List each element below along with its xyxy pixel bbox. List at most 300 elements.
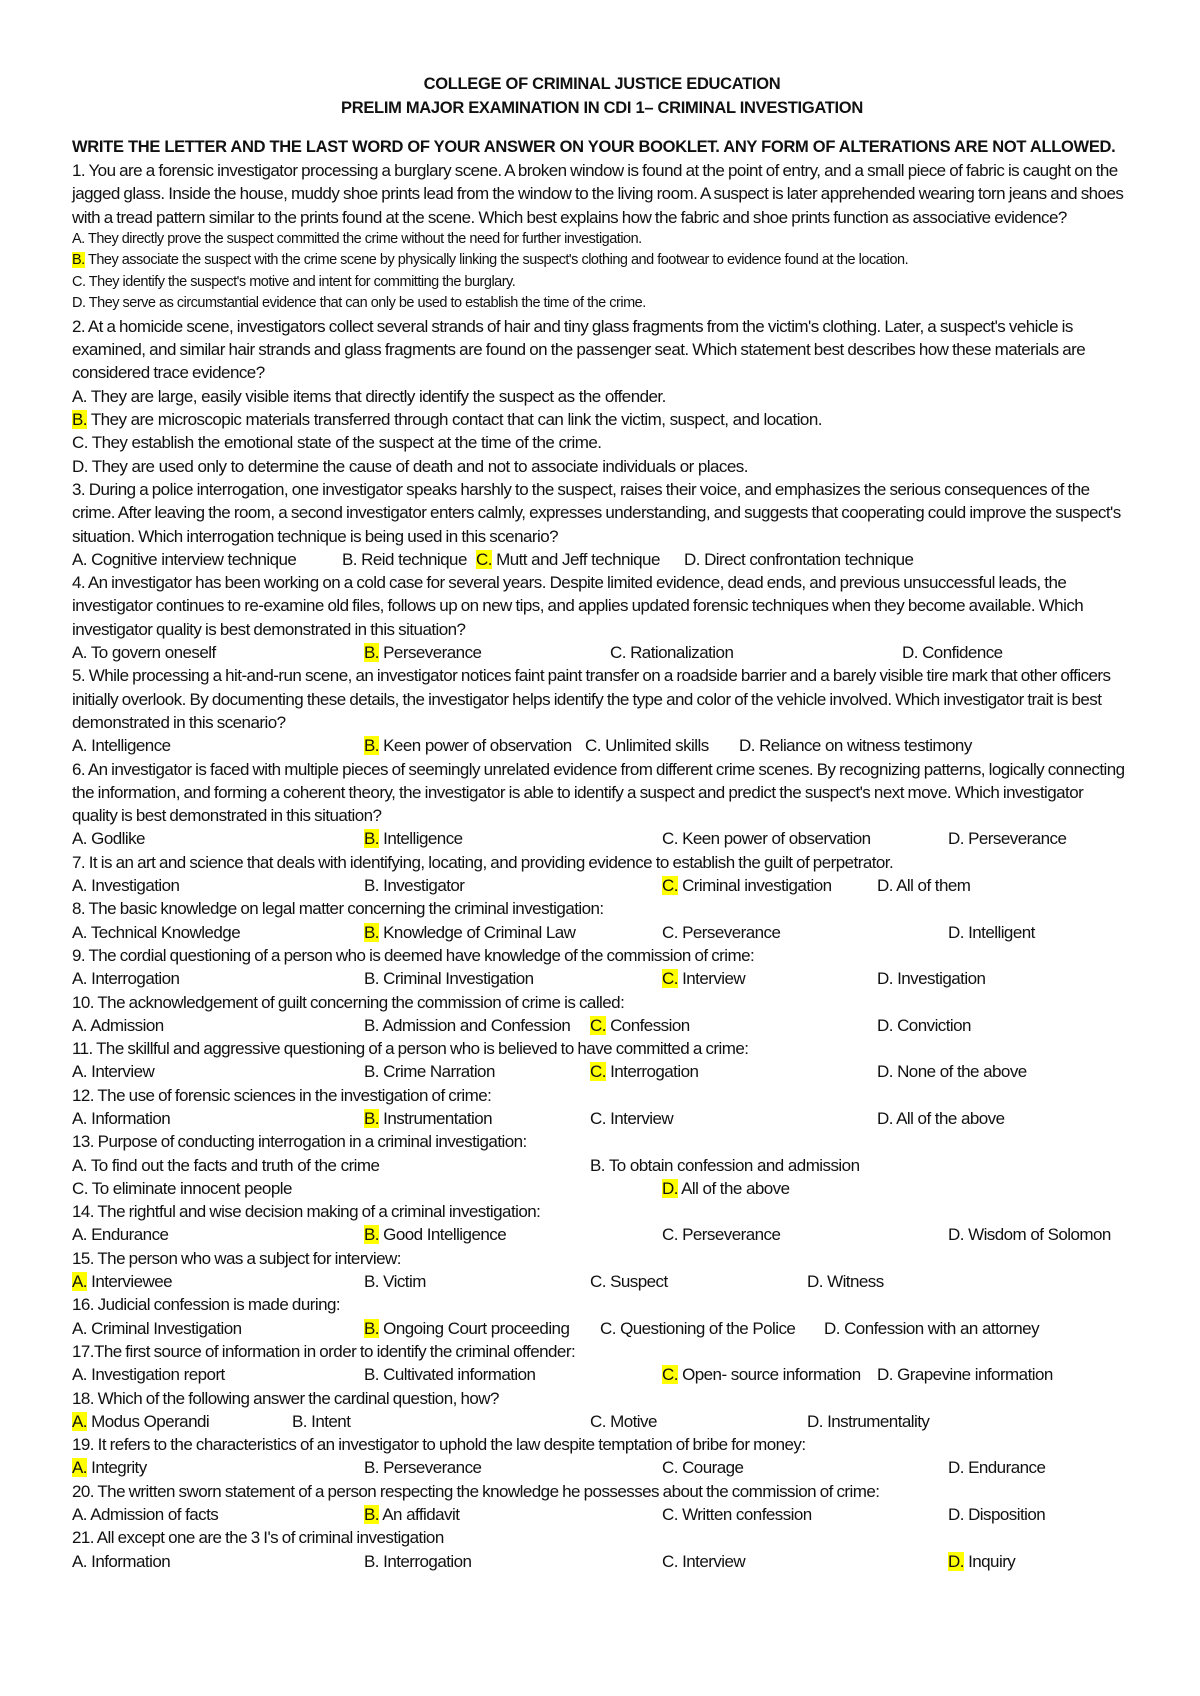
- option-d: [948, 827, 1066, 850]
- question-6: [72, 758, 1132, 851]
- option-line: [72, 250, 1132, 272]
- option-a: [72, 1550, 170, 1573]
- option-line: [72, 455, 1132, 478]
- option-a: [72, 1410, 209, 1433]
- option-d: [807, 1410, 929, 1433]
- question-text: 11. The skillful and aggressive questioning of a person who is believed to have committed a crime:: [72, 1039, 749, 1059]
- option-text: Criminal Investigation: [86, 1318, 242, 1338]
- option-a: [72, 1060, 154, 1083]
- option-b: [364, 1550, 471, 1573]
- question-20: [72, 1480, 1132, 1527]
- option-d: [877, 874, 970, 897]
- option-text: Confidence: [917, 643, 1003, 663]
- option-letter: C.: [662, 922, 678, 942]
- option-letter: B.: [364, 829, 379, 849]
- option-a: [72, 1503, 218, 1526]
- option-letter: A.: [72, 1225, 87, 1245]
- option-letter: C.: [662, 1551, 678, 1571]
- option-letter: D.: [662, 1178, 678, 1198]
- option-text: Written confession: [677, 1505, 812, 1525]
- option-a: [72, 387, 666, 406]
- option-text: Keen power of observation: [378, 736, 572, 756]
- option-letter: B.: [364, 1015, 379, 1035]
- option-letter: C.: [72, 1178, 88, 1198]
- option-letter: B.: [364, 1318, 379, 1338]
- option-text: Perseverance: [963, 829, 1067, 849]
- option-letter: D.: [877, 969, 893, 989]
- option-text: Intelligence: [86, 736, 171, 756]
- option-text: Interrogation: [605, 1062, 699, 1082]
- option-text: Perseverance: [378, 1458, 482, 1478]
- option-letter: B.: [364, 736, 379, 756]
- option-text: They directly prove the suspect committed the crime without the need for further investigation.: [84, 230, 642, 247]
- option-letter: C.: [72, 273, 86, 290]
- option-d: [684, 548, 913, 571]
- option-text: Interview: [677, 1551, 746, 1571]
- question-text: 20. The written sworn statement of a person respecting the knowledge he possesses about the commission of crime:: [72, 1481, 880, 1501]
- option-text: Direct confrontation technique: [699, 549, 914, 569]
- option-c: [590, 1060, 698, 1083]
- option-letter: A.: [72, 549, 87, 569]
- option-text: They serve as circumstantial evidence that can only be used to establish the time of the crime.: [85, 295, 646, 312]
- option-a: [72, 1014, 164, 1037]
- option-b: [364, 967, 534, 990]
- option-letter: C.: [662, 829, 678, 849]
- option-c: [662, 1456, 743, 1479]
- question-text: 17.The first source of information in order to identify the criminal offender:: [72, 1341, 576, 1361]
- option-a: [72, 548, 296, 571]
- question-16: [72, 1293, 1132, 1340]
- option-d: [807, 1270, 884, 1293]
- option-a: [72, 1223, 168, 1246]
- option-text: Knowledge of Criminal Law: [378, 922, 576, 942]
- option-letter: B.: [364, 969, 379, 989]
- option-letter: C.: [662, 1365, 678, 1385]
- option-text: Courage: [677, 1458, 744, 1478]
- question-text: 18. Which of the following answer the cardinal question, how?: [72, 1388, 499, 1408]
- option-row: [72, 1317, 1132, 1340]
- option-letter: C.: [662, 1225, 678, 1245]
- option-text: Cultivated information: [378, 1365, 536, 1385]
- option-d: [72, 295, 646, 311]
- option-letter: C.: [590, 1108, 606, 1128]
- option-a: [72, 641, 216, 664]
- option-row: [72, 641, 1132, 664]
- option-c: [610, 641, 733, 664]
- option-b: [364, 1223, 506, 1246]
- option-text: Endurance: [963, 1458, 1046, 1478]
- option-text: All of them: [892, 876, 971, 896]
- option-b: [292, 1410, 350, 1433]
- option-row: [72, 1410, 1132, 1433]
- option-letter: A.: [72, 736, 87, 756]
- college-title: COLLEGE OF CRIMINAL JUSTICE EDUCATION: [423, 75, 781, 93]
- option-letter: D.: [72, 456, 88, 476]
- option-line: [72, 408, 1132, 431]
- option-d: [877, 1060, 1027, 1083]
- option-letter: C.: [590, 1411, 606, 1431]
- option-letter: A.: [72, 922, 87, 942]
- option-letter: A.: [72, 1458, 87, 1478]
- option-letter: D.: [948, 1225, 964, 1245]
- option-text: Victim: [378, 1272, 426, 1292]
- option-c: [662, 921, 780, 944]
- option-letter: A.: [72, 1155, 87, 1175]
- option-letter: D.: [807, 1411, 823, 1431]
- option-letter: C.: [662, 876, 678, 896]
- option-a: [72, 1107, 170, 1130]
- option-row: [72, 1014, 1132, 1037]
- option-text: To eliminate innocent people: [87, 1178, 292, 1198]
- option-text: Interview: [677, 969, 746, 989]
- question-text: 1. You are a forensic investigator processing a burglary scene. A broken window is found at the point of entry, and a small piece of fabric is caught on the jagged glass. Inside the house, muddy shoe prints lead from the window to the living room. A suspect is later apprehended wearing torn jeans and shoes with a tread pattern similar to the prints found at the scene. Which best explains how the fabric and shoe prints function as associative evidence?: [72, 161, 1124, 227]
- option-c: [590, 1107, 673, 1130]
- option-row: [72, 734, 1132, 757]
- option-text: They associate the suspect with the crime scene by physically linking the suspect's clothing and footwear to evidence found at the location.: [84, 252, 909, 269]
- option-text: Criminal Investigation: [378, 969, 534, 989]
- option-c: [476, 548, 660, 571]
- option-row: [72, 827, 1132, 850]
- option-line: [72, 272, 1132, 294]
- question-11: [72, 1037, 1132, 1084]
- option-line: [72, 385, 1132, 408]
- option-b: [72, 252, 908, 268]
- option-letter: C.: [610, 643, 626, 663]
- option-row: [72, 1223, 1132, 1246]
- option-row: [72, 548, 1132, 571]
- question-text: 2. At a homicide scene, investigators collect several strands of hair and tiny glass fragments from the victim's clothing. Later, a suspect's vehicle is examined, and similar hair strands and glass fragments are found on the passenger seat. Which statement best describes how these materials are considered trace evidence?: [72, 316, 1086, 383]
- option-d: [948, 921, 1035, 944]
- question-text: 12. The use of forensic sciences in the investigation of crime:: [72, 1085, 492, 1105]
- option-letter: B.: [364, 1062, 379, 1082]
- option-text: Perseverance: [677, 922, 781, 942]
- option-b: [364, 1060, 495, 1083]
- option-text: Interrogation: [378, 1551, 472, 1571]
- option-text: To find out the facts and truth of the crime: [86, 1155, 380, 1175]
- option-text: Investigation report: [86, 1365, 225, 1385]
- option-text: Disposition: [963, 1505, 1046, 1525]
- option-letter: B.: [364, 1365, 379, 1385]
- option-letter: C.: [662, 1505, 678, 1525]
- option-text: Confession with an attorney: [839, 1318, 1040, 1338]
- option-letter: D.: [902, 643, 918, 663]
- question-1: [72, 159, 1132, 315]
- option-letter: A.: [72, 1411, 87, 1431]
- option-letter: D.: [948, 829, 964, 849]
- option-text: Ongoing Court proceeding: [378, 1318, 570, 1338]
- option-text: Integrity: [86, 1458, 147, 1478]
- option-row: [72, 874, 1132, 897]
- question-text: 4. An investigator has been working on a cold case for several years. Despite limited evidence, dead ends, and previous unsuccessful leads, the investigator continues to re-examine old files, follows up on new tips, and applies updated forensic techniques when they become available. Which investigator quality is best demonstrated in this situation?: [72, 573, 1084, 639]
- option-b: [364, 641, 481, 664]
- question-13: [72, 1130, 1132, 1200]
- option-a: [72, 827, 145, 850]
- option-letter: D.: [72, 295, 86, 312]
- option-row: [72, 1503, 1132, 1526]
- question-4: [72, 571, 1132, 664]
- question-5: [72, 664, 1132, 757]
- option-text: Unlimited skills: [600, 736, 709, 756]
- option-c: [662, 967, 745, 990]
- question-2: [72, 315, 1132, 478]
- option-text: Witness: [822, 1272, 884, 1292]
- option-text: Godlike: [86, 829, 145, 849]
- option-letter: B.: [364, 1458, 379, 1478]
- option-text: They identify the suspect's motive and intent for committing the burglary.: [85, 273, 516, 290]
- option-text: To govern oneself: [86, 643, 216, 663]
- option-a: [72, 1363, 225, 1386]
- option-letter: A.: [72, 1272, 87, 1292]
- option-d: [948, 1456, 1045, 1479]
- option-d: [662, 1177, 790, 1200]
- option-text: Instrumentality: [822, 1411, 930, 1431]
- option-letter: A.: [72, 1365, 87, 1385]
- option-letter: A.: [72, 829, 87, 849]
- option-d: [877, 1363, 1053, 1386]
- option-b: [364, 1014, 570, 1037]
- exam-document: [72, 72, 1132, 1573]
- option-letter: D.: [807, 1272, 823, 1292]
- option-c: [72, 433, 601, 452]
- option-text: Admission: [86, 1015, 164, 1035]
- option-text: Intent: [306, 1411, 351, 1431]
- option-b: [364, 827, 463, 850]
- option-a: [72, 921, 240, 944]
- option-a: [72, 734, 171, 757]
- option-c: [662, 1503, 812, 1526]
- option-c: [590, 1410, 657, 1433]
- option-row: [72, 1177, 1132, 1200]
- option-letter: B.: [364, 643, 379, 663]
- option-b: [364, 734, 572, 757]
- option-text: Reliance on witness testimony: [754, 736, 972, 756]
- option-letter: D.: [948, 922, 964, 942]
- option-line: [72, 431, 1132, 454]
- option-d: [948, 1550, 1015, 1573]
- option-letter: D.: [877, 1365, 893, 1385]
- option-text: Wisdom of Solomon: [963, 1225, 1111, 1245]
- option-text: Investigator: [378, 876, 465, 896]
- option-letter: C.: [590, 1015, 606, 1035]
- option-text: Modus Operandi: [86, 1411, 210, 1431]
- option-text: Instrumentation: [378, 1108, 493, 1128]
- option-text: Perseverance: [677, 1225, 781, 1245]
- option-text: Information: [86, 1551, 171, 1571]
- question-10: [72, 991, 1132, 1038]
- option-a: [72, 1154, 379, 1177]
- option-letter: B.: [364, 876, 379, 896]
- option-b: [364, 1270, 426, 1293]
- option-letter: A.: [72, 643, 87, 663]
- option-letter: B.: [590, 1155, 605, 1175]
- option-row: [72, 1456, 1132, 1479]
- question-list: [72, 159, 1132, 1573]
- option-letter: A.: [72, 969, 87, 989]
- question-7: [72, 851, 1132, 898]
- option-text: Cognitive interview technique: [86, 549, 297, 569]
- option-row: [72, 1107, 1132, 1130]
- option-letter: A.: [72, 876, 87, 896]
- option-d: [877, 967, 985, 990]
- option-letter: A.: [72, 1505, 87, 1525]
- option-a: [72, 1317, 242, 1340]
- option-c: [662, 1363, 861, 1386]
- option-c: [585, 734, 709, 757]
- option-letter: B.: [364, 1505, 379, 1525]
- option-d: [877, 1107, 1005, 1130]
- question-12: [72, 1084, 1132, 1131]
- question-14: [72, 1200, 1132, 1247]
- option-row: [72, 1154, 1132, 1177]
- option-b: [364, 874, 464, 897]
- option-text: They are microscopic materials transferred through contact that can link the victim, suspect, and location.: [86, 410, 822, 430]
- option-d: [877, 1014, 971, 1037]
- option-c: [662, 1550, 745, 1573]
- option-row: [72, 967, 1132, 990]
- option-d: [902, 641, 1003, 664]
- option-row: [72, 1060, 1132, 1083]
- option-letter: D.: [877, 1108, 893, 1128]
- question-text: 13. Purpose of conducting interrogation in a criminal investigation:: [72, 1132, 527, 1152]
- option-text: None of the above: [892, 1062, 1027, 1082]
- option-c: [72, 1177, 292, 1200]
- question-text: 19. It refers to the characteristics of an investigator to uphold the law despite temptation of bribe for money:: [72, 1435, 806, 1455]
- option-letter: C.: [476, 549, 492, 569]
- option-letter: B.: [364, 1272, 379, 1292]
- option-text: Perseverance: [378, 643, 482, 663]
- option-text: Good Intelligence: [378, 1225, 507, 1245]
- option-a: [72, 231, 642, 247]
- option-letter: D.: [739, 736, 755, 756]
- question-3: [72, 478, 1132, 571]
- option-b: [364, 1107, 492, 1130]
- option-c: [590, 1014, 690, 1037]
- option-d: [824, 1317, 1039, 1340]
- question-text: 7. It is an art and science that deals with identifying, locating, and providing evidence to establish the guilt of perpetrator.: [72, 852, 894, 872]
- option-d: [948, 1223, 1111, 1246]
- option-b: [364, 1363, 535, 1386]
- option-text: Motive: [605, 1411, 657, 1431]
- option-a: [72, 874, 179, 897]
- option-c: [590, 1270, 668, 1293]
- option-text: Mutt and Jeff technique: [491, 549, 660, 569]
- option-letter: B.: [364, 922, 379, 942]
- option-letter: B.: [342, 549, 357, 569]
- option-letter: A.: [72, 1062, 87, 1082]
- option-b: [342, 548, 467, 571]
- option-letter: D.: [877, 876, 893, 896]
- option-letter: C.: [600, 1318, 616, 1338]
- option-a: [72, 967, 179, 990]
- option-b: [364, 1503, 459, 1526]
- option-letter: C.: [590, 1062, 606, 1082]
- option-d: [72, 457, 748, 476]
- option-text: Questioning of the Police: [615, 1318, 796, 1338]
- option-letter: B.: [364, 1108, 379, 1128]
- question-21: [72, 1526, 1132, 1573]
- option-letter: D.: [948, 1458, 964, 1478]
- option-text: Reid technique: [356, 549, 467, 569]
- option-d: [739, 734, 972, 757]
- option-letter: C.: [662, 1458, 678, 1478]
- option-text: To obtain confession and admission: [604, 1155, 860, 1175]
- question-text: 5. While processing a hit-and-run scene, an investigator notices faint paint transfer on a roadside barrier and a barely visible tire mark that other officers initially overlook. By documenting these details, the investigator helps identify the type and color of the vehicle involved. Which investigator trait is best demonstrated in this scenario?: [72, 666, 1111, 732]
- option-text: Inquiry: [963, 1551, 1016, 1571]
- question-text: 14. The rightful and wise decision making of a criminal investigation:: [72, 1202, 541, 1222]
- option-text: They establish the emotional state of the suspect at the time of the crime.: [87, 433, 602, 453]
- option-c: [72, 274, 515, 290]
- option-text: They are large, easily visible items that directly identify the suspect as the offender.: [86, 386, 666, 406]
- question-text: 6. An investigator is faced with multiple pieces of seemingly unrelated evidence from different crime scenes. By recognizing patterns, logically connecting the information, and forming a coherent theory, the investigator is able to identify a suspect and predict the suspect's next move. Which investigator quality is best demonstrated in this situation?: [72, 759, 1125, 826]
- option-text: Admission and Confession: [378, 1015, 571, 1035]
- option-text: Interview: [86, 1062, 155, 1082]
- option-text: Open- source information: [677, 1365, 861, 1385]
- option-a: [72, 1270, 172, 1293]
- option-row: [72, 921, 1132, 944]
- option-letter: D.: [877, 1015, 893, 1035]
- option-letter: D.: [684, 549, 700, 569]
- option-text: Investigation: [86, 876, 180, 896]
- option-letter: C.: [590, 1272, 606, 1292]
- option-text: Intelligence: [378, 829, 463, 849]
- option-text: Investigation: [892, 969, 986, 989]
- option-c: [662, 874, 832, 897]
- question-text: 8. The basic knowledge on legal matter concerning the criminal investigation:: [72, 899, 604, 919]
- option-text: Keen power of observation: [677, 829, 871, 849]
- option-text: Rationalization: [625, 643, 734, 663]
- option-letter: C.: [662, 969, 678, 989]
- question-text: 15. The person who was a subject for interview:: [72, 1248, 401, 1268]
- option-letter: D.: [824, 1318, 840, 1338]
- question-15: [72, 1247, 1132, 1294]
- option-text: Admission of facts: [86, 1505, 219, 1525]
- exam-title: PRELIM MAJOR EXAMINATION IN CDI 1– CRIMINAL INVESTIGATION: [341, 99, 863, 117]
- option-text: An affidavit: [378, 1505, 460, 1525]
- question-18: [72, 1387, 1132, 1434]
- option-c: [662, 1223, 780, 1246]
- option-text: All of the above: [677, 1178, 790, 1198]
- option-text: Grapevine information: [892, 1365, 1053, 1385]
- option-line: [72, 229, 1132, 251]
- option-letter: D.: [877, 1062, 893, 1082]
- question-text: 16. Judicial confession is made during:: [72, 1295, 341, 1315]
- option-text: Interviewee: [86, 1272, 173, 1292]
- instructions: WRITE THE LETTER AND THE LAST WORD OF YOUR ANSWER ON YOUR BOOKLET. ANY FORM OF ALTERATIONS ARE NOT ALLOWED.: [72, 138, 1116, 156]
- option-a: [72, 1456, 147, 1479]
- option-letter: A.: [72, 1318, 87, 1338]
- option-text: Endurance: [86, 1225, 169, 1245]
- option-line: [72, 293, 1132, 315]
- option-letter: A.: [72, 230, 85, 247]
- option-text: Crime Narration: [378, 1062, 495, 1082]
- option-letter: A.: [72, 1108, 87, 1128]
- option-letter: B.: [364, 1551, 379, 1571]
- question-17: [72, 1340, 1132, 1387]
- option-letter: D.: [948, 1505, 964, 1525]
- option-row: [72, 1270, 1132, 1293]
- option-letter: A.: [72, 1551, 87, 1571]
- option-text: Interrogation: [86, 969, 180, 989]
- question-text: 3. During a police interrogation, one investigator speaks harshly to the suspect, raises their voice, and emphasizes the serious consequences of the crime. After leaving the room, a second investigator enters calmly, expresses understanding, and suggests that cooperating could improve the suspect's situation. Which interrogation technique is being used in this scenario?: [72, 479, 1121, 546]
- option-row: [72, 1550, 1132, 1573]
- option-text: All of the above: [892, 1108, 1005, 1128]
- question-text: 10. The acknowledgement of guilt concerning the commission of crime is called:: [72, 992, 625, 1012]
- option-letter: B.: [292, 1411, 307, 1431]
- option-c: [662, 827, 871, 850]
- option-b: [364, 1456, 481, 1479]
- option-c: [600, 1317, 795, 1340]
- option-letter: C.: [585, 736, 601, 756]
